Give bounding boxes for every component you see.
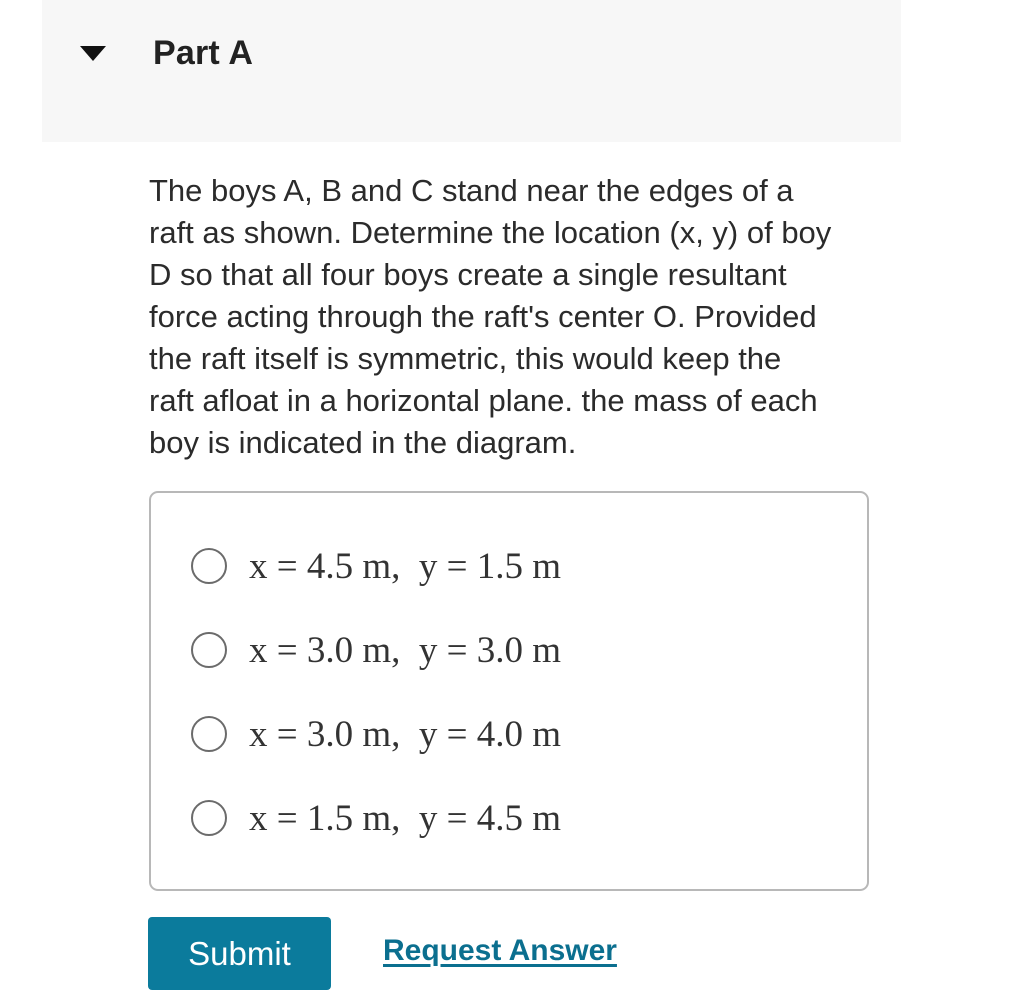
question-line: force acting through the raft's center O. Provided — [149, 299, 817, 334]
question-line: D so that all four boys create a single resultant — [149, 257, 787, 292]
answer-options-box — [149, 491, 869, 891]
question-text — [149, 170, 909, 464]
caret-down-icon[interactable] — [80, 46, 106, 61]
radio-button[interactable] — [191, 800, 227, 836]
submit-button[interactable]: Submit — [148, 917, 331, 990]
answer-option-label: x = 3.0 m, y = 4.0 m — [249, 713, 562, 755]
radio-button[interactable] — [191, 632, 227, 668]
answer-option-label: x = 1.5 m, y = 4.5 m — [249, 797, 562, 839]
question-line: raft afloat in a horizontal plane. the mass of each — [149, 383, 818, 418]
answer-option-4[interactable] — [191, 793, 561, 843]
request-answer-link[interactable]: Request Answer — [383, 934, 617, 967]
question-line: raft as shown. Determine the location (x, y) of boy — [149, 215, 832, 250]
answer-option-3[interactable] — [191, 709, 561, 759]
answer-option-label: x = 4.5 m, y = 1.5 m — [249, 545, 562, 587]
part-title: Part A — [153, 34, 254, 72]
answer-option-1[interactable] — [191, 541, 561, 591]
answer-option-label: x = 3.0 m, y = 3.0 m — [249, 629, 562, 671]
radio-button[interactable] — [191, 716, 227, 752]
question-line: the raft itself is symmetric, this would keep the — [149, 341, 782, 376]
radio-button[interactable] — [191, 548, 227, 584]
answer-option-2[interactable] — [191, 625, 561, 675]
question-line: The boys A, B and C stand near the edges of a — [149, 173, 794, 208]
question-line: boy is indicated in the diagram. — [149, 425, 577, 460]
